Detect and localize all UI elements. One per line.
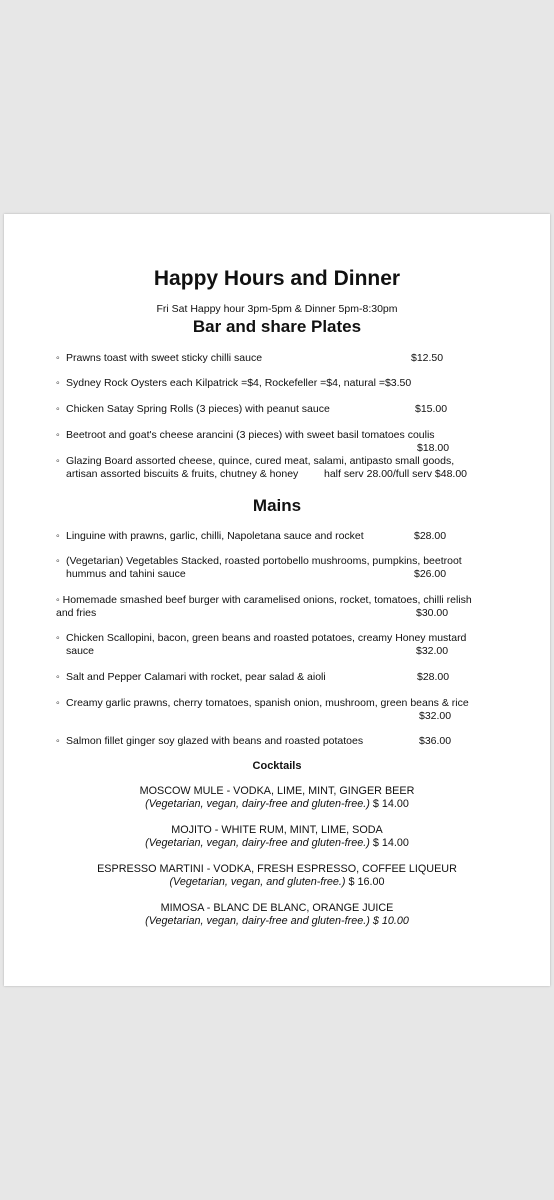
menu-item: ◦ Prawns toast with sweet sticky chilli sauce $12.50 bbox=[56, 352, 444, 364]
item-price: $30.00 bbox=[416, 607, 449, 619]
item-price: $15.00 bbox=[415, 403, 448, 415]
cocktail-item: ESPRESSO MARTINI - VODKA, FRESH ESPRESSO, COFFEE LIQUEUR (Vegetarian, vegan, and gluten-free.) $ 16.00 bbox=[97, 863, 457, 888]
bullet-icon: ◦ bbox=[56, 671, 60, 683]
cocktails-section-title: Cocktails bbox=[252, 760, 302, 772]
hours-subtitle: Fri Sat Happy hour 3pm-5pm & Dinner 5pm-8:30pm bbox=[156, 303, 398, 315]
item-price: $28.00 bbox=[417, 671, 450, 683]
bullet-icon: ◦ bbox=[56, 377, 60, 389]
mains-section-title: Mains bbox=[252, 496, 302, 515]
bullet-icon: ◦ bbox=[56, 735, 60, 747]
menu-item: ◦ Beetroot and goat's cheese arancini (3 pieces) with sweet basil tomatoes coulis $18.00 bbox=[56, 429, 450, 454]
cocktail-item: MIMOSA - BLANC DE BLANC, ORANGE JUICE (Vegetarian, vegan, dairy-free and gluten-free.) $ 10.00 bbox=[145, 902, 409, 927]
item-price: $36.00 bbox=[419, 735, 452, 747]
item-price: $12.50 bbox=[411, 352, 444, 364]
bar-section-title: Bar and share Plates bbox=[192, 317, 362, 336]
item-price: $32.00 bbox=[419, 710, 452, 722]
bullet-icon: ◦ bbox=[56, 352, 60, 364]
item-price: $32.00 bbox=[416, 645, 449, 657]
bullet-icon: ◦ bbox=[56, 530, 60, 542]
menu-item: ◦ Creamy garlic prawns, cherry tomatoes, spanish onion, mushroom, green beans & rice $32.00 bbox=[56, 697, 469, 722]
bullet-icon: ◦ bbox=[56, 632, 60, 644]
cocktail-item: MOJITO - WHITE RUM, MINT, LIME, SODA (Vegetarian, vegan, dairy-free and gluten-free.) $ 14.00 bbox=[145, 824, 409, 849]
item-price: $18.00 bbox=[417, 442, 450, 454]
bullet-icon: ◦ bbox=[56, 455, 60, 467]
menu-item: ◦ (Vegetarian) Vegetables Stacked, roasted portobello mushrooms, pumpkins, beetroot hummus and tahini sauce $26.00 bbox=[56, 555, 462, 580]
cocktail-item: MOSCOW MULE - VODKA, LIME, MINT, GINGER BEER (Vegetarian, vegan, dairy-free and gluten-free.) $ 14.00 bbox=[139, 785, 415, 810]
menu-item: ◦ Chicken Satay Spring Rolls (3 pieces) with peanut sauce $15.00 bbox=[56, 403, 448, 415]
menu-page bbox=[4, 214, 550, 986]
menu-item: ◦ Salmon fillet ginger soy glazed with beans and roasted potatoes $36.00 bbox=[56, 735, 452, 747]
bullet-icon: ◦ bbox=[56, 403, 60, 415]
menu-item: ◦ Glazing Board assorted cheese, quince, cured meat, salami, antipasto small goods, artisan assorted biscuits & fruits, chutney & honey half serv 28.00/full serv $48.00 bbox=[56, 455, 468, 480]
menu-item: ◦ Salt and Pepper Calamari with rocket, pear salad & aioli $28.00 bbox=[56, 671, 450, 683]
item-price: $26.00 bbox=[414, 568, 447, 580]
menu-item: ◦ Homemade smashed beef burger with caramelised onions, rocket, tomatoes, chilli relish and fries $30.00 bbox=[56, 594, 472, 619]
bullet-icon: ◦ bbox=[56, 697, 60, 709]
item-price: half serv 28.00/full serv $48.00 bbox=[324, 468, 468, 480]
bullet-icon: ◦ bbox=[56, 594, 63, 606]
bullet-icon: ◦ bbox=[56, 555, 60, 567]
page-title: Happy Hours and Dinner bbox=[153, 267, 401, 290]
item-price: $28.00 bbox=[414, 530, 447, 542]
menu-item: ◦ Sydney Rock Oysters each Kilpatrick =$4, Rockefeller =$4, natural =$3.50 bbox=[56, 377, 412, 389]
bullet-icon: ◦ bbox=[56, 429, 60, 441]
menu-item: ◦ Linguine with prawns, garlic, chilli, Napoletana sauce and rocket $28.00 bbox=[56, 530, 447, 542]
menu-item: ◦ Chicken Scallopini, bacon, green beans and roasted potatoes, creamy Honey mustard sauce $32.00 bbox=[56, 632, 467, 657]
